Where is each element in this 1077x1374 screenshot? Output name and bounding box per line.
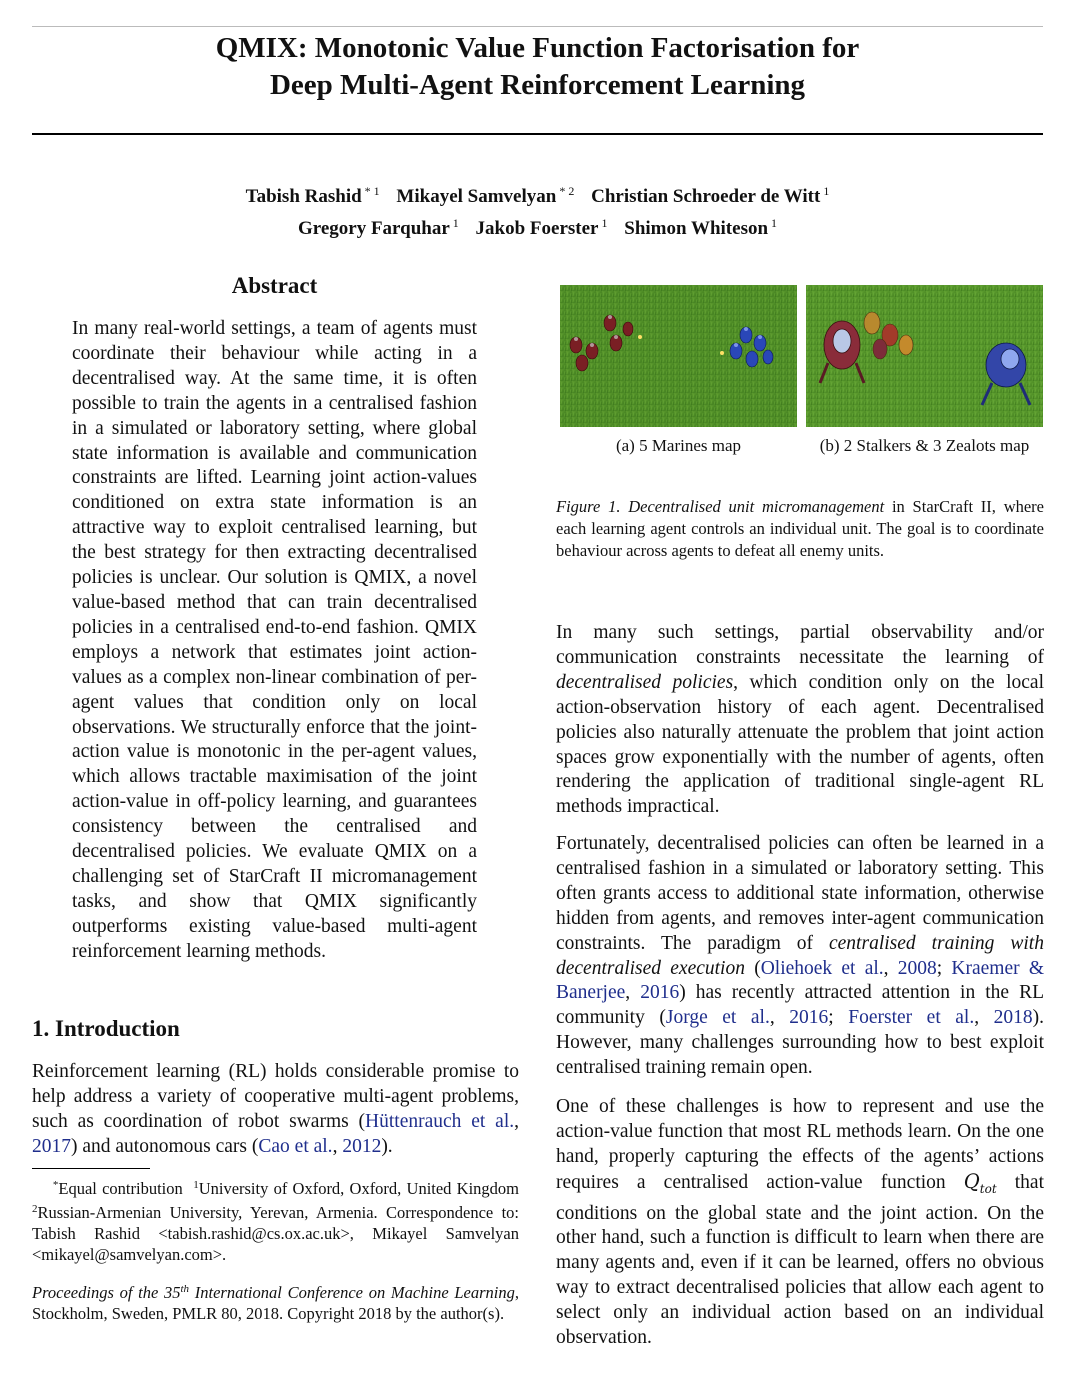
citation-foerster[interactable]: Foerster et al. bbox=[848, 1007, 975, 1029]
paragraph-action-value-function: One of these challenges is how to represent and use the action-value function that most RL methods learn. On the one hand, properly capturing the effects of the agents’ actions requires a centralised action-value function $Q_{tot}$ that conditions on the global state and the joint action. On the other hand, such a function is difficult to learn when there are many agents and, even if it can be learned, offers no obvious way to extract decentralised policies that allow each agent to select only an individual action based on an individual observation. bbox=[556, 1096, 1044, 1349]
citation-oliehoek[interactable]: Oliehoek et al. bbox=[760, 957, 884, 979]
citation-year[interactable]: 2012 bbox=[342, 1135, 382, 1157]
citation-kraemer[interactable]: Kraemer & Banerjee bbox=[556, 957, 1045, 1004]
paragraph-decentralised-policies: In many such settings, partial observability and/or communication constraints necessitate the learning of decentralised policies, which condition only on the local action-observation history of each agent. Decentralised policies also naturally attenuate the problem that joint action spaces grow exponentially with the number of agents, often rendering the application of traditional single-agent RL methods impractical. bbox=[556, 622, 1045, 818]
author: Jakob Foerster $^1$ bbox=[475, 216, 608, 239]
subcaption-b: (b) 2 Stalkers & 3 Zealots map bbox=[819, 436, 1030, 455]
section-heading-introduction: 1. Introduction bbox=[32, 1016, 180, 1041]
stalkers-zealots-scene bbox=[806, 285, 1043, 427]
paragraph-centralised-training: Fortunately, decentralised policies can often be learned in a centralised fashion in a simulated or laboratory setting. This often grants access to additional state information, otherwise hidden from agents, and removes inter-agent communication constraints. The paradigm of centralised training with decentralised execution (Oliehoek et al., 2008; Kraemer & Banerjee, 2016) has recently attracted attention in the RL community (Jorge et al., 2016; Foerster et al., 2018). However, many challenges surrounding how to best exploit centralised training remain open. bbox=[556, 833, 1045, 1079]
citation-cao[interactable]: Cao et al. bbox=[258, 1135, 333, 1157]
title-rule bbox=[32, 133, 1043, 135]
paper-title bbox=[32, 30, 1043, 104]
author: Gregory Farquhar $^1$ bbox=[297, 216, 459, 239]
top-rule bbox=[32, 26, 1043, 27]
author: Christian Schroeder de Witt $^1$ bbox=[591, 184, 830, 207]
intro-paragraph: Reinforcement learning (RL) holds considerable promise to help address a variety of cooperative multi-agent problems, such as coordination of robot swarms (Hüttenrauch et al., 2017) and autonomous cars (Cao et al., 2012). bbox=[32, 1061, 519, 1157]
citation-year[interactable]: 2016 bbox=[789, 1007, 829, 1029]
author: Shimon Whiteson $^1$ bbox=[624, 216, 778, 239]
affiliation-footnote: *Equal contribution $^1$University of Oxford, Oxford, United Kingdom $^2$Russian-Armenian University, Yerevan, Armenia. Correspondence to: Tabish Rashid <tabish.rashid@cs.ox.ac.uk>, Mikayel Samvelyan <mikayel@samvelyan.com>. bbox=[32, 1179, 519, 1264]
title-line-2: Deep Multi-Agent Reinforcement Learning bbox=[269, 69, 806, 101]
author: Tabish Rashid $^{* 1}$ bbox=[245, 184, 380, 207]
citation-year[interactable]: 2008 bbox=[897, 957, 937, 979]
intro-body bbox=[32, 1060, 519, 1160]
citation-jorge[interactable]: Jorge et al. bbox=[665, 1007, 770, 1029]
author-list bbox=[32, 178, 1043, 242]
title-line-1: QMIX: Monotonic Value Function Factorisation for bbox=[215, 32, 860, 64]
author-line-2 bbox=[32, 210, 1043, 242]
abstract-heading: Abstract bbox=[231, 273, 318, 298]
abstract-body bbox=[72, 317, 477, 965]
figure-5-marines-image bbox=[560, 285, 797, 427]
author-line-1 bbox=[32, 178, 1043, 210]
citation-year[interactable]: 2017 bbox=[32, 1135, 71, 1157]
q-tot-symbol: $Q_{tot}$ bbox=[963, 1169, 997, 1196]
proceedings-note: Proceedings of the 35th International Conference on Machine Learning, Stockholm, Sweden, PMLR 80, 2018. Copyright 2018 by the author(s). bbox=[32, 1283, 520, 1323]
citation-huttenrauch[interactable]: Hüttenrauch et al. bbox=[365, 1110, 515, 1132]
figure-caption: Figure 1. Decentralised unit micromanagement in StarCraft II, where each learning agent controls an individual unit. The goal is to coordinate behaviour across agents to defeat all enemy units. bbox=[556, 497, 1045, 560]
footnote-rule bbox=[32, 1168, 150, 1169]
subcaption-a: (a) 5 Marines map bbox=[615, 436, 742, 455]
citation-year[interactable]: 2018 bbox=[993, 1007, 1033, 1029]
citation-year[interactable]: 2016 bbox=[640, 982, 680, 1004]
marines-scene bbox=[560, 285, 797, 427]
author: Mikayel Samvelyan $^{* 2}$ bbox=[396, 184, 575, 207]
abstract-text: In many real-world settings, a team of agents must coordinate their behaviour while acting in a decentralised way. At the same time, it is often possible to train the agents in a centralised fashion in a simulated or laboratory setting, where global state information is available and communication constraints are lifted. Learning joint action-values conditioned on extra state information is an attractive way to exploit centralised learning, but the best strategy for then extracting decentralised policies is unclear. Our solution is QMIX, a novel value-based method that can train decentralised policies in a centralised end-to-end fashion. QMIX employs a network that estimates joint action-values as a complex non-linear combination of per-agent values that condition only on local observations. We structurally enforce that the joint-action value is monotonic in the per-agent values, which allows tractable maximisation of the joint action-value in off-policy learning, and guarantees consistency between the centralised and decentralised policies. We evaluate QMIX on a challenging set of StarCraft II micromanagement tasks, and show that QMIX significantly outperforms existing value-based multi-agent reinforcement learning methods. bbox=[72, 318, 477, 962]
figure-stalkers-zealots-image bbox=[806, 285, 1043, 427]
